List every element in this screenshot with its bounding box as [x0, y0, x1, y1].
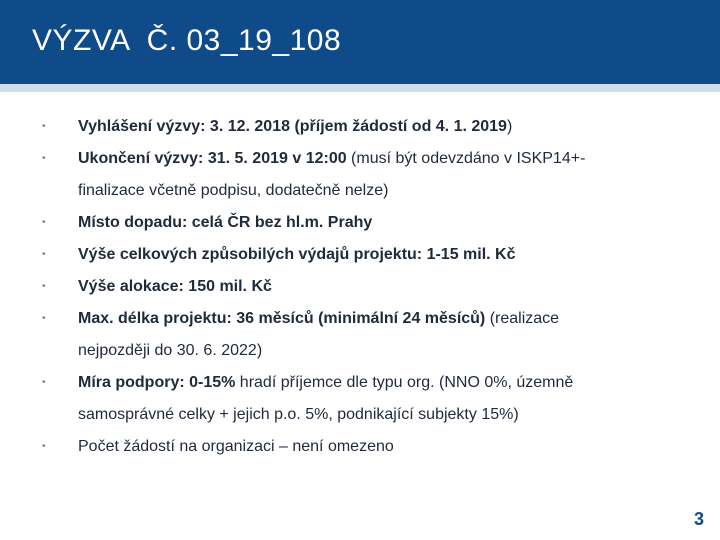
bullet-marker: • [42, 153, 46, 164]
bullet-text-bold: Výše celkových způsobilých výdajů projektu: 1-15 mil. Kč [78, 246, 516, 263]
bullet-text-line [78, 406, 519, 424]
slide-title: VÝZVA Č. 03_19_108 [32, 24, 342, 57]
bullet-text-line [78, 214, 372, 232]
page-number: 3 [693, 509, 704, 529]
bullet-text-bold: Míra podpory: 0-15% [78, 374, 236, 391]
bullet-marker: • [42, 281, 46, 292]
bullet-text: hradí příjemce dle typu org. (NNO 0%, územně [235, 374, 574, 391]
bullet-marker: • [42, 441, 46, 452]
bullet-text: Počet žádostí na organizaci – není omezeno [78, 438, 394, 455]
bullet-text-line [78, 310, 559, 328]
bullet-text-line [78, 118, 512, 136]
bullet-marker: • [42, 249, 46, 260]
bullet-marker: • [42, 377, 46, 388]
bullet-text-line [78, 438, 394, 456]
bullet-text: nejpozději do 30. 6. 2022) [78, 342, 263, 359]
bullet-marker: • [42, 217, 46, 228]
title-divider [0, 84, 720, 92]
bullet-text-bold: Vyhlášení výzvy: 3. 12. 2018 (příjem žádostí od 4. 1. 2019 [78, 118, 507, 135]
bullet-text-bold: Max. délka projektu: 36 měsíců (minimální 24 měsíců) [78, 310, 486, 327]
bullet-text-line [78, 278, 272, 296]
bullet-text: finalizace včetně podpisu, dodatečně nelze) [78, 182, 389, 199]
bullet-text-line [78, 374, 573, 392]
bullet-text-line [78, 342, 262, 360]
title-bar [0, 0, 720, 84]
bullet-list [0, 92, 720, 540]
bullet-text-line [78, 182, 388, 200]
bullet-text: ) [506, 118, 513, 135]
bullet-marker: • [42, 121, 46, 132]
bullet-text-line [78, 150, 585, 168]
bullet-text: samosprávné celky + jejich p.o. 5%, podnikající subjekty 15%) [78, 406, 519, 423]
bullet-text-bold: Výše alokace: 150 mil. Kč [78, 278, 272, 295]
bullet-text-bold: Ukončení výzvy: 31. 5. 2019 v 12:00 [78, 150, 347, 167]
bullet-text: (musí být odevzdáno v ISKP14+- [346, 150, 586, 167]
bullet-marker: • [42, 313, 46, 324]
bullet-text-line [78, 246, 516, 264]
bullet-text: (realizace [485, 310, 560, 327]
bullet-text-bold: Místo dopadu: celá ČR bez hl.m. Prahy [78, 214, 373, 231]
